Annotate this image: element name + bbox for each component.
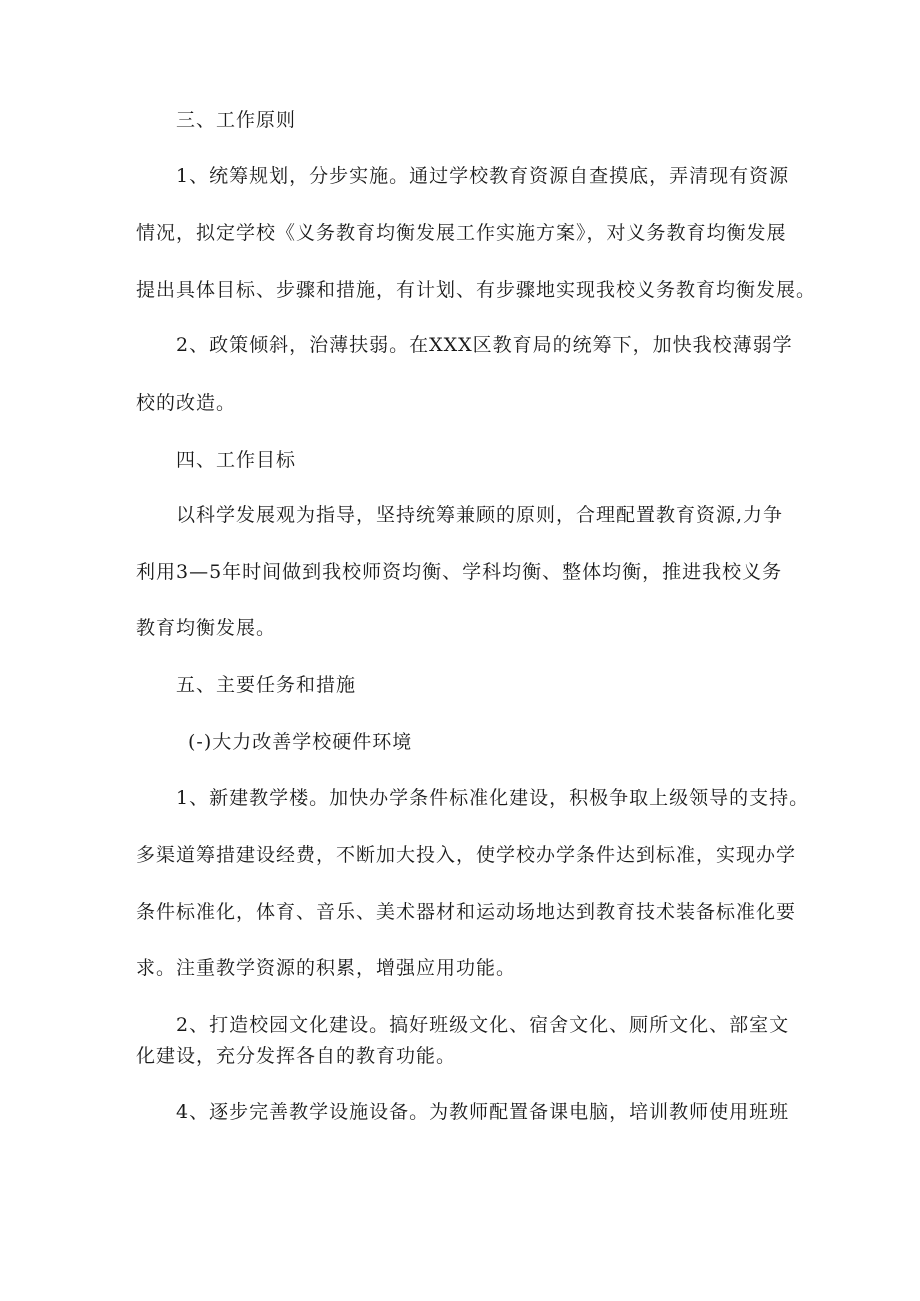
paragraph-line: 2、打造校园文化建设。搞好班级文化、宿舍文化、厕所文化、部室文 [176,1014,790,1036]
section-heading-tasks: 五、主要任务和措施 [176,674,357,696]
paragraph-line: 情况，拟定学校《义务教育均衡发展工作实施方案》，对义务教育均衡发展 [136,222,787,244]
paragraph-line: 4、逐步完善教学设施设备。为教师配置备课电脑，培训教师使用班班 [176,1101,790,1123]
paragraph-line: 提出具体目标、步骤和措施，有计划、有步骤地实现我校义务教育均衡发展。 [136,279,817,301]
paragraph-line: 化建设，充分发挥各自的教育功能。 [136,1045,457,1067]
paragraph-line: 求。注重教学资源的积累，增强应用功能。 [136,957,517,979]
paragraph-line: 校的改造。 [136,392,237,414]
paragraph-line: 1、统筹规划，分步实施。通过学校教育资源自查摸底，弄清现有资源 [176,165,790,187]
paragraph-line: 条件标准化，体育、音乐、美术器材和运动场地达到教育技术装备标准化要 [136,901,797,923]
paragraph-line: 以科学发展观为指导，坚持统筹兼顾的原则，合理配置教育资源,力争 [176,504,784,526]
paragraph-line: 教育均衡发展。 [136,617,277,639]
paragraph-line: 1、新建教学楼。加快办学条件标准化建设，积极争取上级领导的支持。 [176,787,810,809]
paragraph-line: 利用3—5年时间做到我校师资均衡、学科均衡、整体均衡，推进我校义务 [136,561,783,583]
section-heading-goals: 四、工作目标 [176,449,297,471]
paragraph-line: 2、政策倾斜，治薄扶弱。在XXX区教育局的统筹下，加快我校薄弱学 [176,334,793,356]
subsection-heading: (-)大力改善学校硬件环境 [188,731,413,753]
section-heading-principles: 三、工作原则 [176,109,297,131]
paragraph-line: 多渠道筹措建设经费，不断加大投入，使学校办学条件达到标准，实现办学 [136,844,797,866]
